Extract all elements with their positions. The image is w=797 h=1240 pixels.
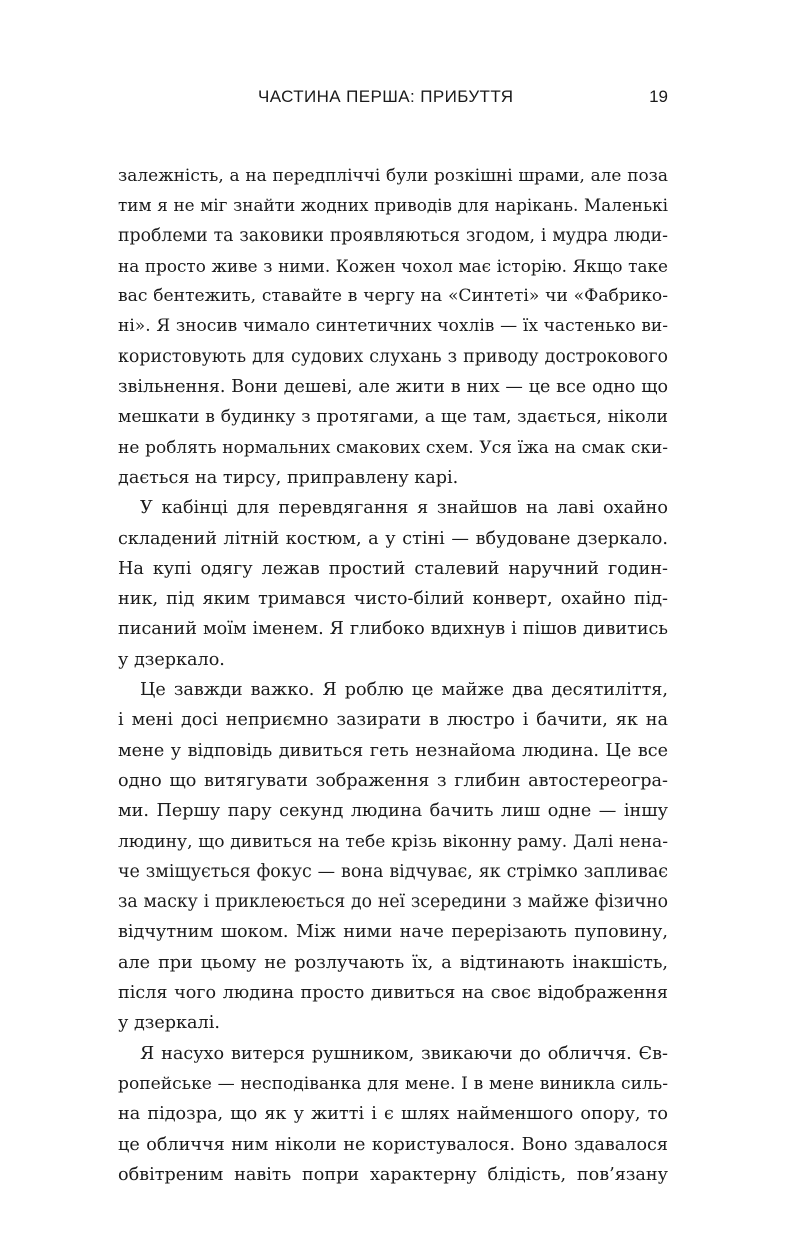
paragraph-1 [118,160,668,493]
text-line: вас бентежить, ставайте в чергу на «Синтеті» чи «Фабрико- [118,286,668,307]
text-line: на просто живе з ними. Кожен чохол має історію. Якщо таке [118,255,668,276]
text-line: У кабінці для перевдягання я знайшов на лаві охайно [140,498,668,519]
text-line: одно що витягувати зображення з глибин автостереогра- [118,770,668,791]
text-line: людину, що дивиться на тебе крізь віконну раму. Далі нена- [118,831,668,852]
text-line: у дзеркало. [118,649,225,670]
text-line: складений літній костюм, а у стіні — вбудоване дзеркало. [118,528,668,549]
text-line: тим я не міг знайти жодних приводів для нарікань. Маленькі [118,195,668,216]
text-line: і мені досі неприємно зазирати в люстро і бачити, як на [118,710,668,731]
text-line: не роблять нормальних смакових схем. Уся їжа на смак ски- [118,437,668,458]
body-text [118,160,668,1190]
text-line: дається на тирсу, приправлену карі. [118,467,459,488]
text-line: але при цьому не розлучають їх, а відтинають інакшість, [118,952,668,973]
text-line: після чого людина просто дивиться на своє відображення [118,983,668,1004]
text-line: писаний моїм іменем. Я глибоко вдихнув і пішов дивитись [118,619,668,640]
text-line: звільнення. Вони дешеві, але жити в них — це все одно що [118,377,668,398]
running-head-title: ЧАСТИНА ПЕРША: ПРИБУТТЯ [258,87,514,106]
text-line: ропейське — несподіванка для мене. І в мене виникла силь- [118,1073,668,1094]
text-line: ник, під яким тримався чисто-білий конверт, охайно під- [118,589,668,610]
text-line: проблеми та заковики проявляються згодом, і мудра люди- [118,225,668,246]
text-line: відчутним шоком. Між ними наче перерізають пуповину, [118,922,668,943]
paragraph-3 [118,675,668,1039]
page-number: 19 [649,87,668,106]
text-line: че зміщується фокус — вона відчуває, як стрімко запливає [118,861,668,882]
text-line: це обличчя ним ніколи не користувалося. Воно здавалося [118,1134,668,1155]
text-line: за маску і приклеюється до неї зсередини з майже фізично [118,892,668,913]
text-line: на підозра, що як у житті і є шлях найменшого опору, то [118,1104,668,1125]
paragraph-2 [118,493,668,675]
text-line: Я насухо витерся рушником, звикаючи до обличчя. Єв- [140,1043,668,1064]
text-line: залежність, а на передпліччі були розкішні шрами, але поза [118,165,668,185]
text-line: ні». Я зносив чимало синтетичних чохлів — їх частенько ви- [118,316,668,337]
text-line: користовують для судових слухань з приводу дострокового [118,346,668,367]
text-line: ми. Першу пару секунд людина бачить лиш одне — іншу [118,801,668,822]
text-line: у дзеркалі. [118,1013,220,1034]
text-line: мене у відповідь дивиться геть незнайома людина. Це все [118,740,668,761]
text-line: мешкати в будинку з протягами, а ще там, здається, ніколи [118,407,668,428]
text-line: На купі одягу лежав простий сталевий наручний годин- [118,558,668,579]
text-line: Це завжди важко. Я роблю це майже два десятиліття, [140,680,668,701]
text-line: обвітреним навіть попри характерну блідість, пов’язану [118,1164,668,1185]
paragraph-4 [118,1039,668,1190]
